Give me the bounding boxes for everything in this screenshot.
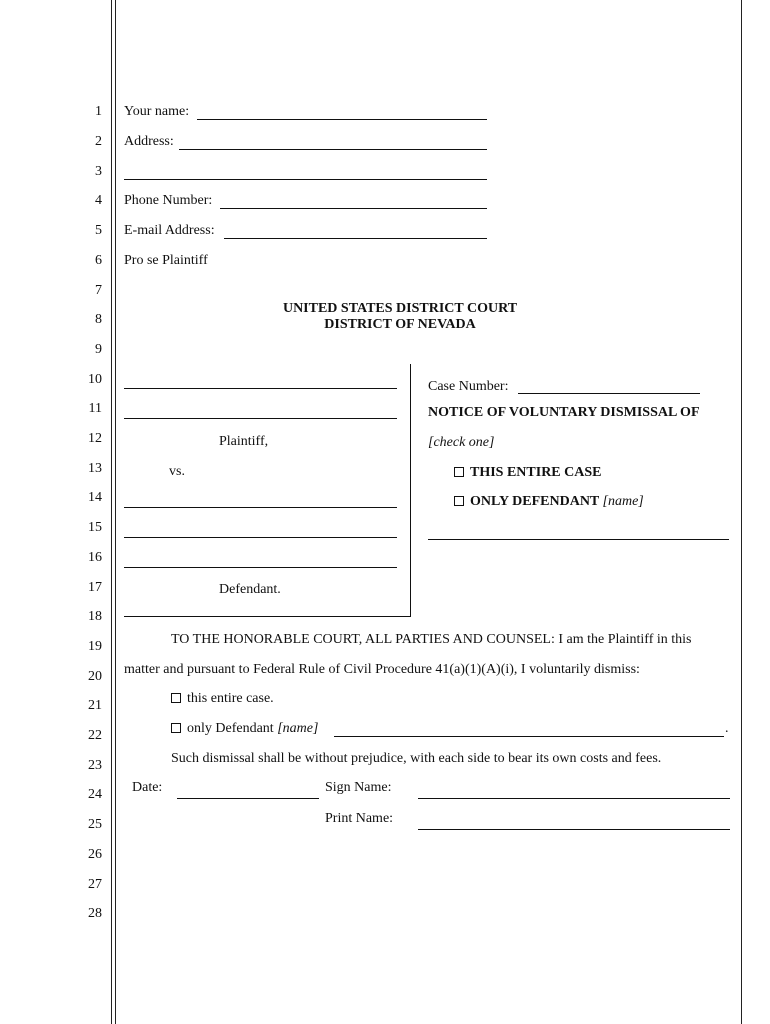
line-number: 17 bbox=[88, 580, 102, 595]
option-only-defendant-label: ONLY DEFENDANT bbox=[470, 494, 600, 509]
email-field[interactable] bbox=[224, 238, 487, 239]
checkbox-only-defendant[interactable] bbox=[454, 496, 464, 506]
address-field[interactable] bbox=[179, 149, 487, 150]
print-name-field[interactable] bbox=[418, 829, 730, 830]
phone-field[interactable] bbox=[220, 208, 487, 209]
option-only-defendant-name: [name] bbox=[602, 494, 644, 509]
checkbox-entire-case[interactable] bbox=[454, 467, 464, 477]
body-paragraph-line-1: TO THE HONORABLE COURT, ALL PARTIES AND COUNSEL: I am the Plaintiff in this bbox=[171, 632, 692, 647]
body-option-only-period: . bbox=[725, 721, 729, 736]
line-number: 14 bbox=[88, 490, 102, 505]
body-option-only-name: [name] bbox=[277, 721, 319, 736]
body-paragraph-line-2: matter and pursuant to Federal Rule of Civil Procedure 41(a)(1)(A)(i), I voluntarily dismiss: bbox=[124, 662, 640, 677]
email-label: E-mail Address: bbox=[124, 223, 215, 238]
line-number: 21 bbox=[88, 698, 102, 713]
body-defendant-name-field[interactable] bbox=[334, 736, 724, 737]
line-number: 12 bbox=[88, 431, 102, 446]
line-number: 28 bbox=[88, 906, 102, 921]
line-number: 13 bbox=[88, 461, 102, 476]
vs-label: vs. bbox=[169, 464, 185, 479]
line-number: 9 bbox=[95, 342, 102, 357]
caption-bottom-rule bbox=[124, 616, 411, 617]
line-number: 27 bbox=[88, 877, 102, 892]
checkbox-body-only[interactable] bbox=[171, 723, 181, 733]
line-number: 1 bbox=[95, 104, 102, 119]
line-number: 23 bbox=[88, 758, 102, 773]
line-number: 10 bbox=[88, 372, 102, 387]
body-option-only-label: only Defendant bbox=[187, 721, 274, 736]
right-margin-line bbox=[741, 0, 742, 1024]
line-number: 2 bbox=[95, 134, 102, 149]
option-entire-case-label: THIS ENTIRE CASE bbox=[470, 465, 602, 480]
defendant-name-line-2[interactable] bbox=[124, 537, 397, 538]
plaintiff-label: Plaintiff, bbox=[219, 434, 269, 449]
case-number-label: Case Number: bbox=[428, 379, 509, 394]
line-number: 22 bbox=[88, 728, 102, 743]
caption-divider bbox=[410, 364, 411, 617]
court-district: DISTRICT OF NEVADA bbox=[324, 317, 476, 332]
line-number: 24 bbox=[88, 787, 102, 802]
pro-se-label: Pro se Plaintiff bbox=[124, 253, 208, 268]
notice-title: NOTICE OF VOLUNTARY DISMISSAL OF bbox=[428, 405, 700, 420]
line-number: 20 bbox=[88, 669, 102, 684]
your-name-field[interactable] bbox=[197, 119, 487, 120]
left-margin-line-outer bbox=[111, 0, 112, 1024]
left-margin-line-inner bbox=[115, 0, 116, 1024]
checkbox-body-entire[interactable] bbox=[171, 693, 181, 703]
defendant-label: Defendant. bbox=[219, 582, 281, 597]
address-line-2-field[interactable] bbox=[124, 179, 487, 180]
defendant-name-line-3[interactable] bbox=[124, 567, 397, 568]
address-label: Address: bbox=[124, 134, 174, 149]
line-number: 15 bbox=[88, 520, 102, 535]
sign-name-label: Sign Name: bbox=[325, 780, 392, 795]
phone-label: Phone Number: bbox=[124, 193, 213, 208]
line-number: 19 bbox=[88, 639, 102, 654]
line-number: 5 bbox=[95, 223, 102, 238]
option-only-defendant[interactable] bbox=[454, 494, 644, 510]
body-option-entire[interactable] bbox=[171, 691, 274, 707]
case-number-field[interactable] bbox=[518, 393, 700, 394]
body-option-entire-label: this entire case. bbox=[187, 691, 274, 706]
check-one-label: [check one] bbox=[428, 435, 495, 450]
prejudice-statement: Such dismissal shall be without prejudice, with each side to bear its own costs and fees. bbox=[171, 751, 662, 766]
print-name-label: Print Name: bbox=[325, 811, 394, 826]
line-number: 7 bbox=[95, 283, 102, 298]
option-entire-case[interactable] bbox=[454, 465, 602, 481]
court-name: UNITED STATES DISTRICT COURT bbox=[282, 301, 518, 316]
line-number: 25 bbox=[88, 817, 102, 832]
line-number: 11 bbox=[88, 401, 102, 416]
line-number: 4 bbox=[95, 193, 102, 208]
body-option-only[interactable] bbox=[171, 721, 318, 737]
line-number: 26 bbox=[88, 847, 102, 862]
defendant-name-caption-field[interactable] bbox=[428, 539, 729, 540]
line-number: 3 bbox=[95, 164, 102, 179]
line-number: 8 bbox=[95, 312, 102, 327]
line-number: 16 bbox=[88, 550, 102, 565]
date-label: Date: bbox=[132, 780, 163, 795]
sign-name-field[interactable] bbox=[418, 798, 730, 799]
your-name-label: Your name: bbox=[124, 104, 190, 119]
line-number: 6 bbox=[95, 253, 102, 268]
line-number: 18 bbox=[88, 609, 102, 624]
plaintiff-name-line-2[interactable] bbox=[124, 418, 397, 419]
defendant-name-line-1[interactable] bbox=[124, 507, 397, 508]
date-field[interactable] bbox=[177, 798, 319, 799]
plaintiff-name-line-1[interactable] bbox=[124, 388, 397, 389]
